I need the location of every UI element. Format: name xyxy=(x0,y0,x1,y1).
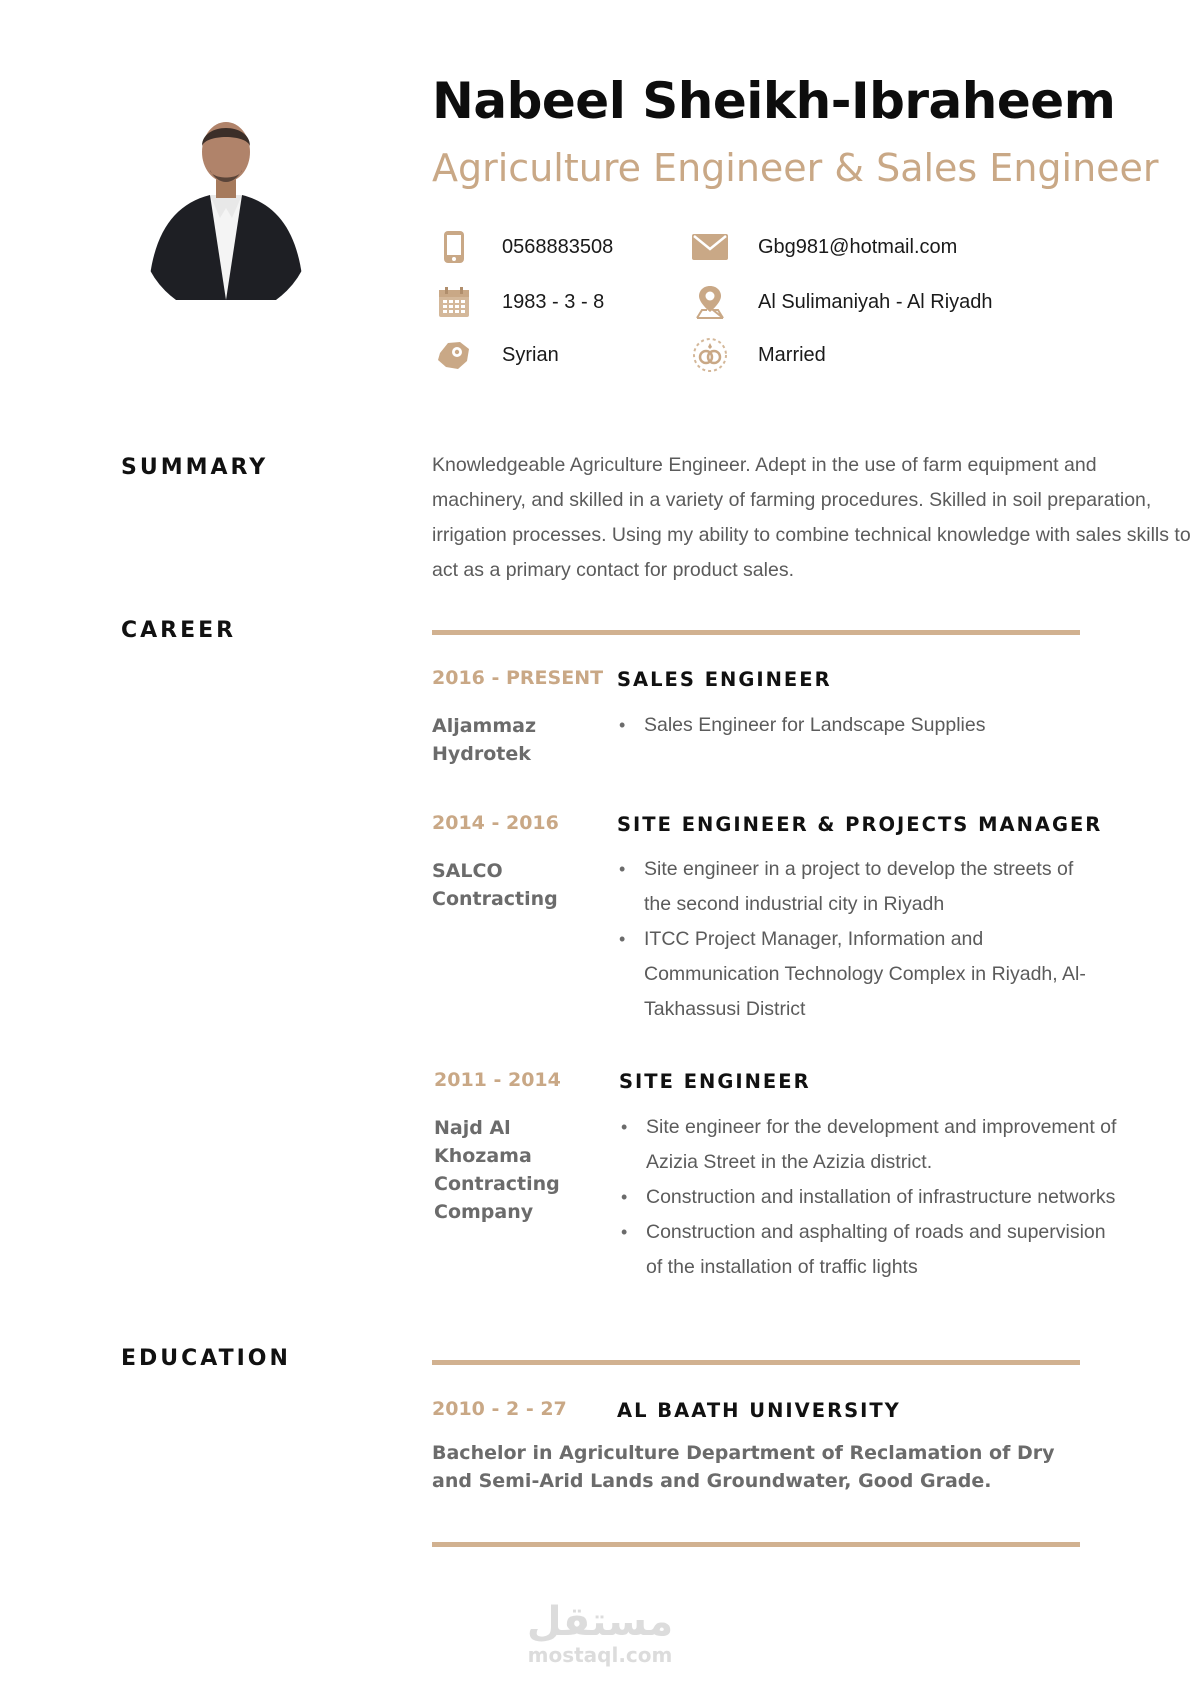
section-title-education: EDUCATION xyxy=(121,1346,291,1371)
candidate-role: Agriculture Engineer & Sales Engineer xyxy=(432,146,1159,190)
candidate-name: Nabeel Sheikh-Ibraheem xyxy=(432,72,1116,130)
job-title: SALES ENGINEER xyxy=(617,668,832,691)
job-company: SALCO Contracting xyxy=(432,860,558,910)
couple-rings-icon xyxy=(690,335,730,375)
education-date: 2010 - 2 - 27 xyxy=(432,1398,567,1420)
job-dates: 2011 - 2014 xyxy=(434,1069,561,1091)
watermark-latin: mostaql.com xyxy=(527,1643,673,1667)
job-dates: 2014 - 2016 xyxy=(432,812,559,834)
section-title-summary: SUMMARY xyxy=(121,455,269,480)
marital-status: Married xyxy=(758,343,826,366)
job-title: SITE ENGINEER xyxy=(619,1070,811,1093)
job-bullet: • Construction and asphalting of roads and supervision of the installation of traffic lights xyxy=(646,1215,1126,1285)
bottom-divider xyxy=(432,1542,1080,1547)
contact-birthdate xyxy=(434,282,604,322)
job-bullet: • Sales Engineer for Landscape Supplies xyxy=(644,708,1124,743)
job-bullet: • Site engineer in a project to develop the streets of the second industrial city in Riyadh xyxy=(644,852,1104,922)
contact-location xyxy=(690,282,993,322)
location: Al Sulimaniyah - Al Riyadh xyxy=(758,290,993,313)
nationality: Syrian xyxy=(502,343,559,366)
job-bullet: • Site engineer for the development and improvement of Azizia Street in the Azizia district. xyxy=(646,1110,1126,1180)
education-divider xyxy=(432,1360,1080,1365)
job-bullets xyxy=(620,1110,1126,1285)
job-bullet: • ITCC Project Manager, Information and Communication Technology Complex in Riyadh, Al-Takhassusi District xyxy=(644,922,1104,1027)
map-region-icon xyxy=(434,335,474,375)
contact-nationality xyxy=(434,335,559,375)
email-address: Gbg981@hotmail.com xyxy=(758,235,958,258)
phone-number: 0568883508 xyxy=(502,235,614,258)
job-bullets xyxy=(618,708,1124,743)
birthdate: 1983 - 3 - 8 xyxy=(502,290,605,313)
job-company: Aljammaz Hydrotek xyxy=(432,715,537,765)
envelope-icon xyxy=(690,227,730,267)
job-title: SITE ENGINEER & PROJECTS MANAGER xyxy=(617,813,1103,836)
career-divider xyxy=(432,630,1080,635)
job-company: Najd Al Khozama Contracting Company xyxy=(434,1117,560,1223)
education-school: AL BAATH UNIVERSITY xyxy=(617,1399,901,1422)
profile-photo xyxy=(140,100,312,300)
contact-phone xyxy=(434,227,613,267)
contact-marital-status xyxy=(690,335,826,375)
watermark xyxy=(520,1600,680,1666)
watermark-arabic: مستقل xyxy=(526,1599,674,1645)
section-title-career: CAREER xyxy=(121,618,237,643)
education-degree: Bachelor in Agriculture Department of Reclamation of Dry and Semi-Arid Lands and Groundwater, Good Grade. xyxy=(432,1442,1055,1492)
map-pin-icon xyxy=(690,282,730,322)
job-dates: 2016 - PRESENT xyxy=(432,667,604,689)
calendar-icon xyxy=(434,282,474,322)
mobile-phone-icon xyxy=(434,227,474,267)
job-bullet: • Construction and installation of infrastructure networks xyxy=(646,1180,1126,1215)
contact-email xyxy=(690,227,957,267)
job-bullets xyxy=(618,852,1104,1027)
summary-text: Knowledgeable Agriculture Engineer. Adept in the use of farm equipment and machinery, and skilled in a variety of farming procedures. Skilled in soil preparation, irrigation processes. Using my ability to combine technical knowledge with sales skills to act as a primary contact for product sales. xyxy=(432,454,1191,581)
